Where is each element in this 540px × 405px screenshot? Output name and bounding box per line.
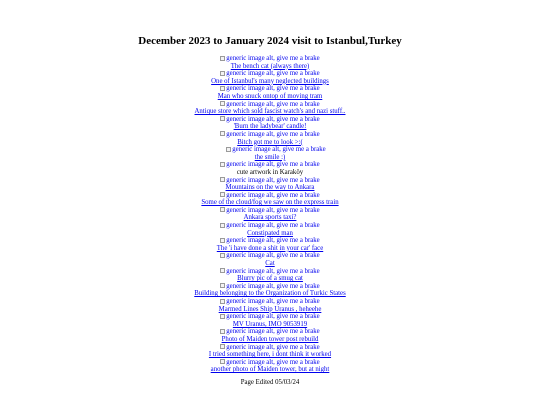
broken-image[interactable]	[0, 252, 540, 260]
image-alt-text: generic image alt, give me a brake	[226, 358, 320, 366]
gallery-entry	[0, 328, 540, 343]
photo-gallery	[0, 55, 540, 374]
broken-image-icon	[220, 238, 225, 243]
gallery-entry	[0, 161, 540, 176]
image-alt-text: generic image alt, give me a brake	[226, 237, 320, 245]
gallery-entry	[0, 313, 540, 328]
image-alt-text: generic image alt, give me a brake	[226, 130, 320, 138]
photo-caption-link[interactable]: Man who snuck ontop of moving tram	[217, 92, 323, 100]
broken-image[interactable]	[0, 222, 540, 230]
broken-image[interactable]	[0, 268, 540, 276]
gallery-entry	[0, 146, 540, 161]
broken-image-icon	[220, 359, 225, 364]
image-alt-text: generic image alt, give me a brake	[226, 343, 320, 351]
photo-caption-link[interactable]: Mountains on the way to Ankara	[225, 184, 315, 192]
photo-caption-link[interactable]: Some of the cloud/fog we saw on the express train	[201, 199, 339, 207]
gallery-entry	[0, 70, 540, 85]
gallery-entry	[0, 207, 540, 222]
broken-image-icon	[220, 71, 225, 76]
photo-caption-link: cute artwork in Karaköy	[236, 168, 304, 176]
photo-caption-link[interactable]: Constipated man	[247, 229, 293, 237]
broken-image-icon	[220, 56, 225, 61]
image-alt-text: generic image alt, give me a brake	[226, 191, 320, 199]
broken-image[interactable]	[0, 359, 540, 367]
broken-image-icon	[220, 86, 225, 91]
image-alt-text: generic image alt, give me a brake	[226, 176, 320, 184]
broken-image[interactable]	[0, 237, 540, 245]
gallery-entry	[0, 252, 540, 267]
photo-caption-link[interactable]: 'Burn the ladybear' candle!	[233, 123, 307, 131]
photo-caption-link[interactable]: I tried something here, i dont think it worked	[208, 351, 332, 359]
image-alt-text: generic image alt, give me a brake	[226, 70, 320, 78]
broken-image[interactable]	[0, 207, 540, 215]
photo-caption-link[interactable]: Blurry pic of a smug cat	[237, 275, 303, 283]
image-alt-text: generic image alt, give me a brake	[226, 298, 320, 305]
broken-image-icon	[226, 147, 231, 152]
photo-caption-link[interactable]: Photo of Maiden tower post rebuild	[221, 335, 319, 343]
photo-caption-link[interactable]: The 'i have done a shit in your car' face	[216, 244, 324, 252]
gallery-entry	[0, 131, 540, 146]
broken-image-icon	[220, 131, 225, 136]
image-alt-text: generic image alt, give me a brake	[226, 206, 320, 214]
image-alt-text: generic image alt, give me a brake	[226, 115, 320, 123]
photo-caption-link[interactable]: One of Istanbul's many neglected buildings	[211, 77, 329, 85]
gallery-entry	[0, 85, 540, 100]
broken-image-icon	[220, 299, 225, 304]
broken-image-icon	[220, 207, 225, 212]
photo-caption-link[interactable]: Ankara sports taxi?	[243, 214, 297, 222]
photo-caption-link[interactable]: Antique store which sold fascist watch's and nazi stuff..	[194, 108, 346, 116]
broken-image-icon	[220, 192, 225, 197]
broken-image-icon	[220, 283, 225, 288]
broken-image[interactable]	[0, 344, 540, 352]
page-title: December 2023 to January 2024 visit to Istanbul,Turkey	[138, 35, 402, 47]
gallery-entry	[0, 344, 540, 359]
gallery-entry	[0, 268, 540, 283]
image-alt-text: generic image alt, give me a brake	[226, 252, 320, 260]
broken-image[interactable]	[0, 298, 540, 306]
gallery-entry	[0, 177, 540, 192]
broken-image-icon	[220, 177, 225, 182]
broken-image[interactable]	[0, 283, 540, 291]
broken-image[interactable]	[0, 55, 540, 63]
broken-image-icon	[220, 253, 225, 258]
gallery-entry	[0, 283, 540, 298]
gallery-entry	[0, 222, 540, 237]
gallery-entry	[0, 55, 540, 70]
broken-image-icon	[220, 101, 225, 106]
broken-image[interactable]	[0, 70, 540, 78]
broken-image-icon	[220, 162, 225, 167]
broken-image-icon	[220, 223, 225, 228]
broken-image[interactable]	[0, 146, 540, 154]
broken-image-icon	[220, 116, 225, 121]
photo-caption-link[interactable]: the smile :)	[254, 153, 286, 161]
photo-caption-link[interactable]: Building belonging to the Organization of Turkic States	[194, 290, 346, 298]
photo-caption-link[interactable]: Bitch got me to look >:(	[237, 138, 303, 146]
broken-image[interactable]	[0, 116, 540, 124]
gallery-entry	[0, 298, 540, 313]
gallery-entry	[0, 237, 540, 252]
gallery-entry	[0, 359, 540, 374]
broken-image-icon	[220, 268, 225, 273]
image-alt-text: generic image alt, give me a brake	[226, 161, 320, 169]
broken-image-icon	[220, 344, 225, 349]
gallery-entry	[0, 192, 540, 207]
broken-image-icon	[220, 329, 225, 334]
broken-image[interactable]	[0, 192, 540, 200]
broken-image[interactable]	[0, 161, 540, 169]
image-alt-text: generic image alt, give me a brake	[232, 146, 326, 154]
image-alt-text: generic image alt, give me a brake	[226, 100, 320, 108]
broken-image[interactable]	[0, 177, 540, 185]
image-alt-text: generic image alt, give me a brake	[226, 282, 320, 290]
image-alt-text: generic image alt, give me a brake	[226, 267, 320, 275]
photo-caption-link[interactable]: MV Uranus, IMO 9053919	[232, 320, 308, 328]
image-alt-text: generic image alt, give me a brake	[226, 313, 320, 321]
image-alt-text: generic image alt, give me a brake	[226, 222, 320, 230]
gallery-entry	[0, 101, 540, 116]
broken-image[interactable]	[0, 328, 540, 336]
image-alt-text: generic image alt, give me a brake	[226, 85, 320, 93]
broken-image[interactable]	[0, 131, 540, 139]
broken-image-icon	[220, 314, 225, 319]
gallery-entry	[0, 116, 540, 131]
broken-image[interactable]	[0, 101, 540, 109]
page-edited-note: Page Edited 05/03/24	[240, 379, 300, 386]
broken-image[interactable]	[0, 85, 540, 93]
photo-caption-link[interactable]: Marmed Lines Ship Uranus , heheehe	[218, 305, 322, 313]
image-alt-text: generic image alt, give me a brake	[226, 55, 320, 62]
image-alt-text: generic image alt, give me a brake	[226, 328, 320, 336]
broken-image[interactable]	[0, 313, 540, 321]
photo-caption-link[interactable]: Cat	[265, 260, 275, 268]
photo-caption-link[interactable]: another photo of Maiden tower, but at night	[210, 366, 330, 374]
photo-caption-link[interactable]: The bench cat (always there)	[230, 62, 310, 70]
